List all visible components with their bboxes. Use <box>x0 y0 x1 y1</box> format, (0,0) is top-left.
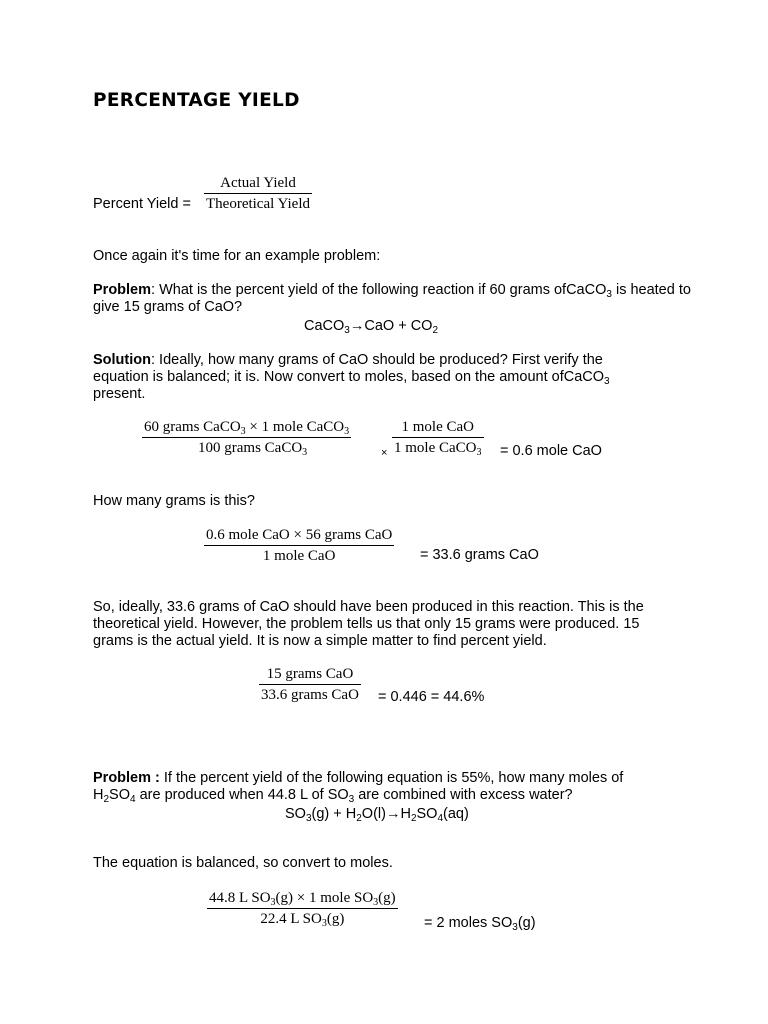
paragraph-2: So, ideally, 33.6 grams of CaO should have been produced in this reaction. This is the theoretical yield. However, the problem tells us that only 15 grams were produced. 15 grams is the actual yield. It is now a simple matter to find percent yield. <box>93 599 644 649</box>
problem-1-label: Problem <box>93 282 152 298</box>
fraction-bar <box>392 437 484 438</box>
fraction-bar <box>204 193 312 194</box>
fraction-bar <box>142 437 351 438</box>
calc-1-times: × <box>381 447 388 459</box>
intro-text: Once again it's time for an example problem: <box>93 248 381 264</box>
problem-2-equation: $SO_3(g) + H_2O(l)\to H_2SO_4(aq)$ <box>285 806 469 824</box>
formula-numerator: Actual Yield <box>220 175 296 191</box>
calc-3-result: = 0.446 = 44.6% <box>378 689 485 705</box>
calc-4-result: = 2 moles $SO_3(g)$ <box>424 915 536 933</box>
problem-2-label: Problem : <box>93 770 160 786</box>
question-2: How many grams is this? <box>93 493 255 509</box>
calc-1-fraction-1: 60 grams CaCO$_3$ × 1 mole CaCO$_3$ 100 grams CaCO$_3$ <box>144 419 350 458</box>
page-title: PERCENTAGE YIELD <box>93 90 300 111</box>
formula-fraction <box>204 175 312 213</box>
fraction-bar <box>207 908 398 909</box>
calc-1-fraction-2: 1 mole CaO 1 mole CaCO$_3$ <box>394 419 482 458</box>
problem-2-text: Problem : If the percent yield of the following equation is 55%, how many moles of $H_2SO_4$ are produced when 44.8 L of $SO_3$ are combined with excess water? <box>93 770 624 805</box>
solution-1-label: Solution <box>93 352 151 368</box>
fraction-bar <box>259 684 361 685</box>
calc-1-result: = 0.6 mole CaO <box>500 443 602 459</box>
calc-4-fraction: 44.8 L $SO_3(g) \times 1$ mole $SO_3(g)$ 22.4 L $SO_3(g)$ <box>209 890 396 929</box>
fraction-bar <box>204 545 394 546</box>
calc-3-fraction: 15 grams CaO 33.6 grams CaO <box>261 666 359 703</box>
problem-1-text: Problem: What is the percent yield of the following reaction if 60 grams ofCaCO$_3$ is heated to give 15 grams of CaO? <box>93 282 691 315</box>
solution-1-text: Solution: Ideally, how many grams of CaO should be produced? First verify the equation is balanced; it is. Now convert to moles, based on the amount ofCaCO$_3$ present. <box>93 352 610 402</box>
formula-denominator: Theoretical Yield <box>206 196 310 212</box>
problem-1-equation: CaCO$_3$→CaO + $CO_2$ <box>304 318 439 336</box>
formula-label: Percent Yield = <box>93 196 191 212</box>
calc-2-fraction: 0.6 mole CaO × 56 grams CaO 1 mole CaO <box>206 527 393 564</box>
calc-2-result: = 33.6 grams CaO <box>420 547 539 563</box>
paragraph-3: The equation is balanced, so convert to moles. <box>93 855 393 871</box>
